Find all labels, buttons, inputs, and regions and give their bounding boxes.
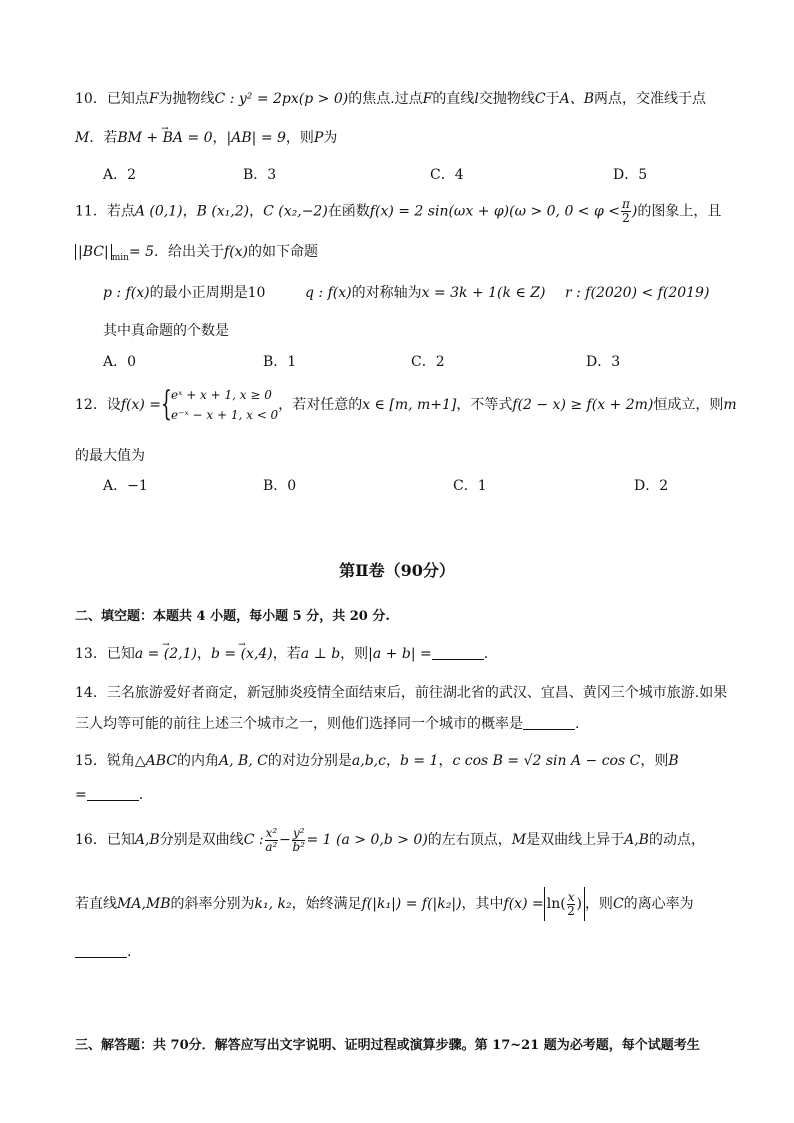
vector-equation: → BM + BA = 0 <box>117 129 212 147</box>
q12-line1: 12．设f(x) = { eˣ + x + 1, x ≥ 0 e⁻ˣ − x + 1, x < 0 ，若对任意的x ∈ [m, m+1]，不等式f(2 − x) ≥ f(x + 2m)恒成立，则m <box>75 384 737 424</box>
q10-line1: 10．已知点F为抛物线C : y² = 2px(p > 0)的焦点.过点F的直线l交抛物线C于A、B两点，交准线于点 <box>75 91 706 107</box>
q16-line2: 若直线MA,MB的斜率分别为k₁, k₂，始终满足f(|k₁|) = f(|k₂|)，其中f(x) = ln( $\frac{x}{2}$ ) ，则C的离心率为 <box>75 887 694 921</box>
q12-option-a: A．−1 <box>103 478 148 494</box>
solution-heading: 三、解答题：共 70分．解答应写出文字说明、证明过程或演算步骤。第 17~21 题为必考题，每个试题考生 <box>75 1038 700 1053</box>
fill-in-heading: 二、填空题：本题共 4 小题，每小题 5 分，共 20 分. <box>75 609 390 624</box>
abs-ln-expression: ln( $\frac{x}{2}$ ) <box>544 887 585 921</box>
q10-option-c: C．4 <box>430 167 464 183</box>
q10-option-b: B．3 <box>243 167 277 183</box>
q12-option-c: C．1 <box>453 478 487 494</box>
parabola-equation: C : y² = 2px(p > 0) <box>214 91 349 107</box>
q11-option-b: B．1 <box>263 354 297 370</box>
q11-option-c: C．2 <box>411 354 445 370</box>
q11-prop-q: q : f(x)的对称轴为x = 3k + 1(k ∈ Z) <box>305 285 546 301</box>
q11-prop-r: r : f(2020) < f(2019) <box>565 285 710 301</box>
q11-line2: |BC| $_{min}$= 5．给出关于f(x)的如下命题 <box>75 243 318 267</box>
q11-line1: 11．若点A (0,1)，B (x₁,2)，C (x₂,−2)在函数f(x) = 2 sin(ωx + φ)(ω > 0, 0 < φ < $\frac{\pi}{2}$ )的图象上，且 <box>75 197 722 225</box>
section-2-title: 第Ⅱ卷（90分） <box>339 561 455 580</box>
q16-line1: 16．已知A,B分别是双曲线C : $\frac{\text{x²}}{\text{a²}}$ − $\frac{\text{y²}}{\text{b²}}$ = 1 (a > 0,b > 0)的左右顶点，M是双曲线上异于A,B的动点， <box>75 825 705 854</box>
abs-ab: |AB| = 9 <box>226 130 286 146</box>
q11-question: 其中真命题的个数是 <box>103 323 229 339</box>
q15-answer-blank[interactable] <box>87 786 139 801</box>
q13-answer-blank[interactable] <box>432 645 484 660</box>
q11-prop-p: p : f(x)的最小正周期是10 <box>103 285 266 301</box>
bc-min: |BC| <box>75 244 112 260</box>
q16-answer-blank[interactable] <box>75 943 127 958</box>
q12-option-b: B．0 <box>263 478 297 494</box>
q10-option-d: D．5 <box>613 167 648 183</box>
q12-line2: 的最大值为 <box>75 448 145 464</box>
q11-option-a: A．0 <box>103 354 137 370</box>
q16-line3: . <box>75 943 131 961</box>
q10-line2: M．若→ BM + BA = 0，|AB| = 9，则P为 <box>75 129 337 147</box>
q13-line: 13．已知→ a = (2,1)，→ b = (x,4)，若a ⊥ b，则|a + b| = . <box>75 645 488 663</box>
y2-over-b2: $\frac{\text{y²}}{\text{b²}}$ <box>292 825 305 854</box>
q14-line1: 14．三名旅游爱好者商定，新冠肺炎疫情全面结束后，前往湖北省的武汉、宜昌、黄冈三个城市旅游.如果 <box>75 685 728 701</box>
q14-answer-blank[interactable] <box>523 715 575 730</box>
q10-option-a: A．2 <box>103 167 137 183</box>
function-def: f(x) = 2 sin(ωx + φ)(ω > 0, 0 < φ < <box>369 203 620 220</box>
piecewise-function: { eˣ + x + 1, x ≥ 0 e⁻ˣ − x + 1, x < 0 <box>161 384 279 424</box>
q15-line1: 15．锐角△ABC的内角A, B, C的对边分别是a,b,c，b = 1，c cos B = √2 sin A − cos C，则B <box>75 753 679 769</box>
x2-over-a2: $\frac{\text{x²}}{\text{a²}}$ <box>265 825 278 854</box>
q12-option-d: D．2 <box>634 478 669 494</box>
q15-equation: c cos B = √2 sin A − cos C <box>452 753 641 769</box>
q11-option-d: D．3 <box>586 354 621 370</box>
q15-line2: = . <box>75 787 144 803</box>
pi-over-2-fraction: $\frac{\pi}{2}$ <box>621 197 630 225</box>
q14-line2: 三人均等可能的前往上述三个城市之一，则他们选择同一个城市的概率是 . <box>75 716 580 732</box>
